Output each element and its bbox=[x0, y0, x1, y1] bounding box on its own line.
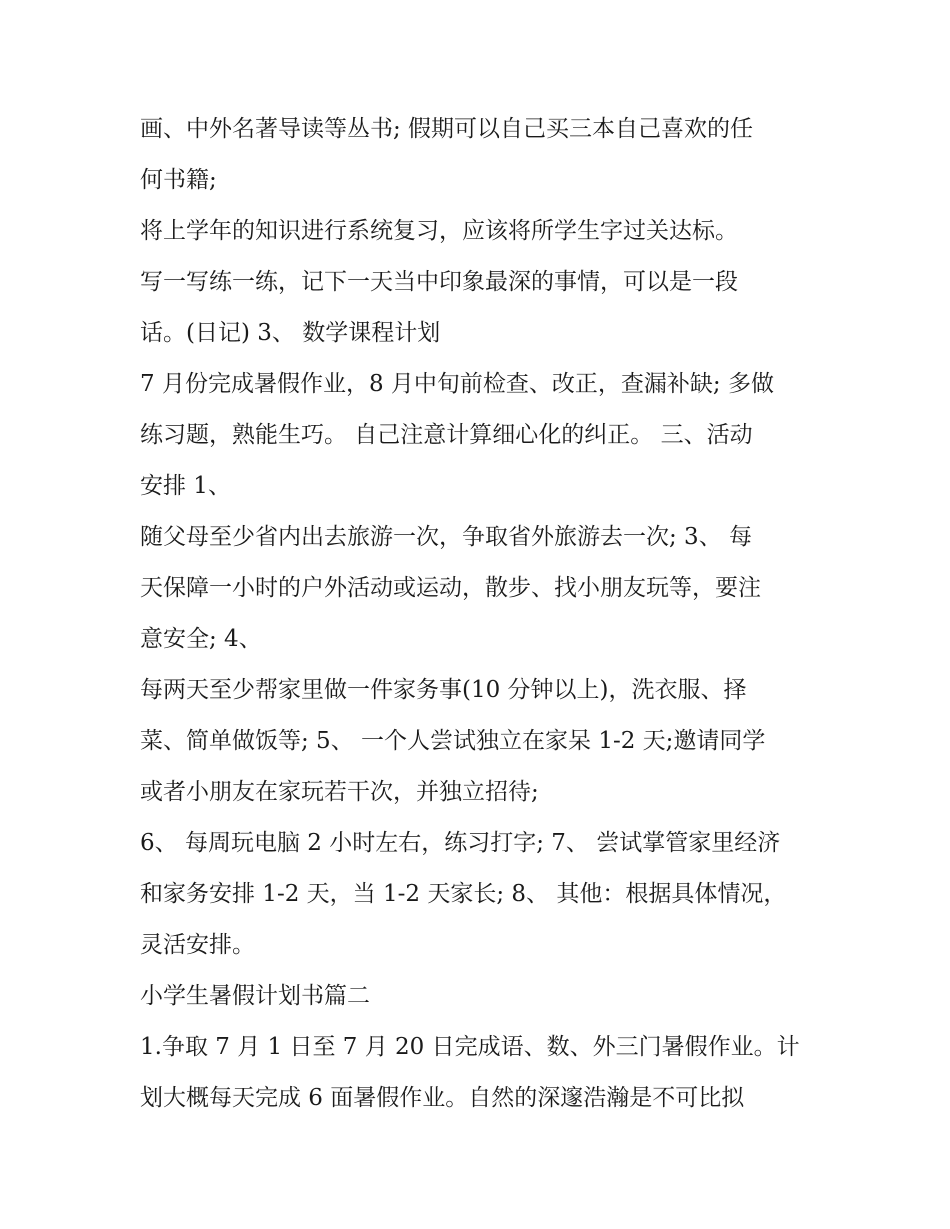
text-line: 何书籍; bbox=[140, 167, 217, 193]
text-line: 1.争取 7 月 1 日至 7 月 20 日完成语、数、外三门暑假作业。计 bbox=[140, 1034, 800, 1060]
text-line: 菜、简单做饭等; 5、 一个人尝试独立在家呆 1-2 天;邀请同学 bbox=[140, 728, 766, 754]
text-line: 写一写练一练，记下一天当中印象最深的事情，可以是一段 bbox=[140, 269, 738, 295]
section-heading: 小学生暑假计划书篇二 bbox=[140, 983, 370, 1009]
text-line: 6、 每周玩电脑 2 小时左右，练习打字; 7、 尝试掌管家里经济 bbox=[140, 830, 781, 856]
text-line: 随父母至少省内出去旅游一次，争取省外旅游去一次; 3、 每 bbox=[140, 524, 753, 550]
text-line: 画、中外名著导读等丛书; 假期可以自己买三本自己喜欢的任 bbox=[140, 116, 754, 142]
text-line: 安排 1、 bbox=[140, 473, 231, 499]
text-line: 意安全; 4、 bbox=[140, 626, 262, 652]
text-line: 将上学年的知识进行系统复习，应该将所学生字过关达标。 bbox=[140, 218, 738, 244]
text-line: 话。(日记) 3、 数学课程计划 bbox=[140, 320, 441, 346]
text-line: 灵活安排。 bbox=[140, 932, 255, 958]
text-line: 每两天至少帮家里做一件家务事(10 分钟以上)，洗衣服、择 bbox=[140, 677, 747, 703]
document-body bbox=[140, 104, 830, 1124]
text-line: 和家务安排 1-2 天，当 1-2 天家长; 8、 其他：根据具体情况， bbox=[140, 881, 787, 907]
text-line: 练习题，熟能生巧。 自己注意计算细心化的纠正。 三、活动 bbox=[140, 422, 753, 448]
text-line: 天保障一小时的户外活动或运动，散步、找小朋友玩等，要注 bbox=[140, 575, 761, 601]
text-line: 7 月份完成暑假作业，8 月中旬前检查、改正，查漏补缺; 多做 bbox=[140, 371, 774, 397]
text-line: 或者小朋友在家玩若干次，并独立招待; bbox=[140, 779, 539, 805]
text-line: 划大概每天完成 6 面暑假作业。自然的深邃浩瀚是不可比拟 bbox=[140, 1085, 745, 1111]
